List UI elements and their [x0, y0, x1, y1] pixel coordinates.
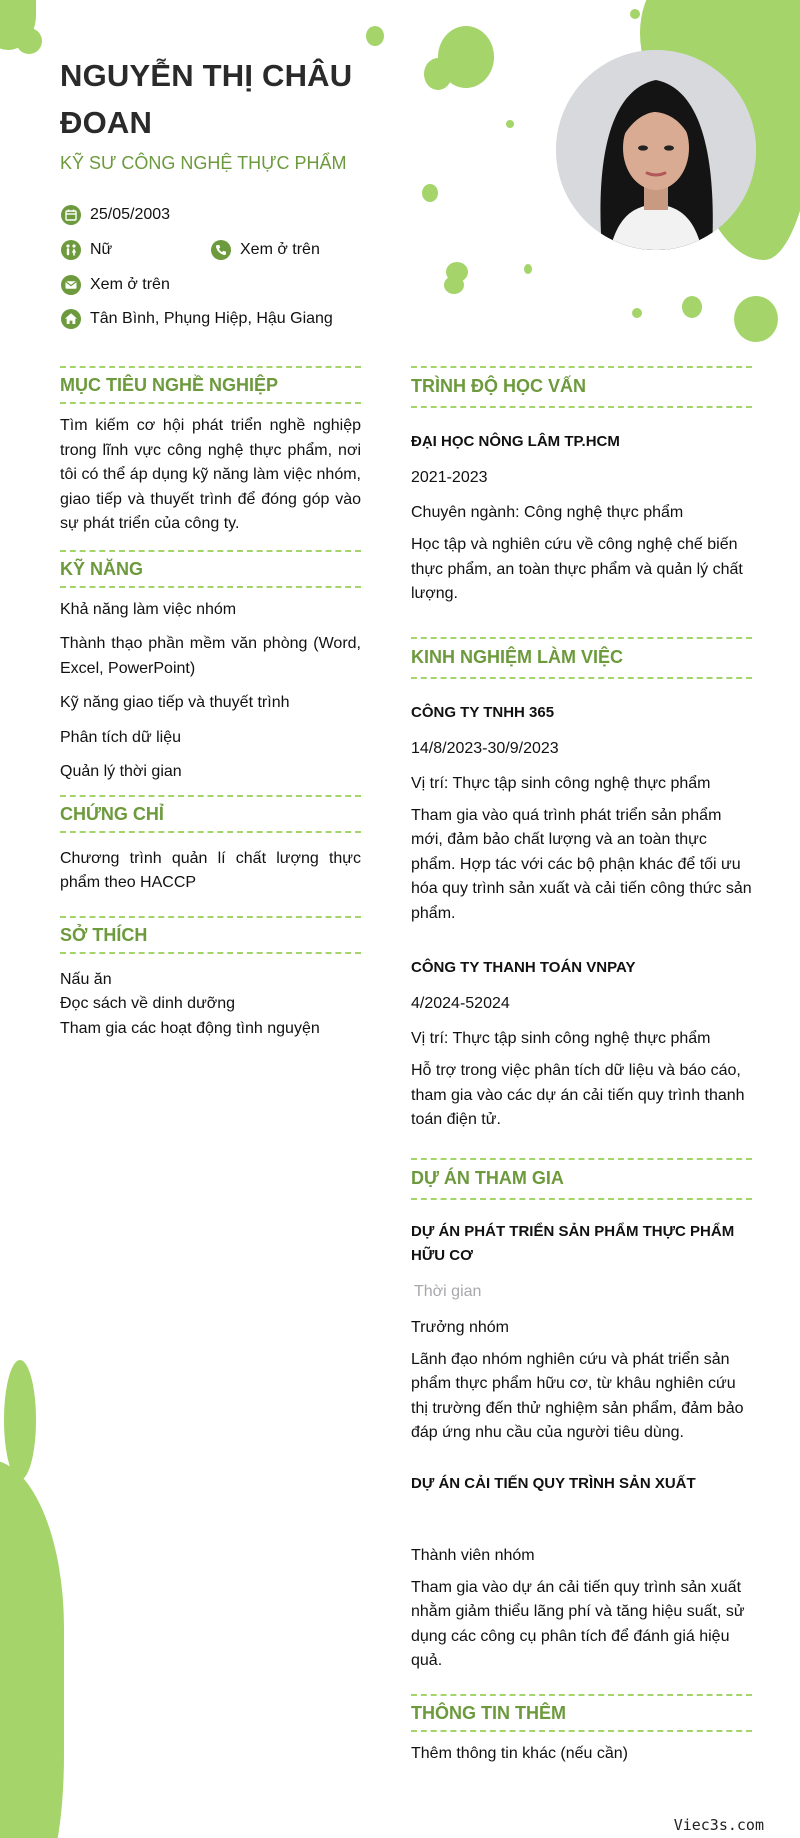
phone-value: Xem ở trên	[240, 241, 320, 258]
left-column	[60, 366, 361, 1041]
decor-dot	[632, 308, 642, 318]
school-name: ĐẠI HỌC NÔNG LÂM TP.HCM	[411, 433, 620, 450]
decor-dot	[524, 264, 532, 274]
hobby-item: Tham gia các hoạt động tình nguyện	[60, 1019, 320, 1037]
site-watermark: Viec3s.com	[673, 1816, 764, 1834]
job-period: 14/8/2023-30/9/2023	[411, 739, 559, 757]
education-description: Học tập và nghiên cứu về công nghệ chế biến thực phẩm, an toàn thực phẩm và quản lý chất lượng.	[411, 536, 743, 602]
job-company: CÔNG TY TNHH 365	[411, 703, 555, 721]
objective-text: Tìm kiếm cơ hội phát triển nghề nghiệp trong lĩnh vực công nghệ thực phẩm, nơi tôi có thể áp dụng kỹ năng làm việc nhóm, giao tiếp và thuyết trình để đóng góp vào sự phát triển của công ty.	[60, 417, 361, 532]
skills-list	[60, 598, 361, 785]
email-value: Xem ở trên	[90, 276, 170, 293]
project-description: Lãnh đạo nhóm nghiên cứu và phát triển sản phẩm thực phẩm hữu cơ, từ khâu nghiên cứu thị trường đến thử nghiệm sản phẩm, đảm bảo đáp ứng nhu cầu của người tiêu dùng.	[411, 1350, 744, 1441]
skill-item: Thành thạo phần mềm văn phòng (Word, Excel, PowerPoint)	[60, 635, 361, 677]
certificates-heading: CHỨNG CHỈ	[60, 795, 361, 833]
phone-row	[210, 239, 320, 261]
decor-dot	[422, 184, 438, 202]
calendar-icon	[60, 204, 82, 226]
job-position: Vị trí: Thực tập sinh công nghệ thực phẩm	[411, 1030, 711, 1047]
education-period: 2021-2023	[411, 469, 488, 486]
home-icon	[60, 308, 82, 330]
decor-blob	[0, 1460, 64, 1838]
hobbies-list	[60, 968, 361, 1042]
skill-item: Khả năng làm việc nhóm	[60, 600, 237, 618]
project-role: Thành viên nhóm	[411, 1546, 535, 1564]
certificate-item: Chương trình quản lí chất lượng thực phẩm theo HACCP	[60, 849, 361, 891]
birthdate-value: 25/05/2003	[90, 206, 171, 223]
birthdate-row	[60, 204, 170, 226]
job-description: Tham gia vào quá trình phát triển sản phẩm mới, đảm bảo chất lượng và an toàn thực phẩm. Hợp tác với các bộ phận khác để tối ưu hóa quy trình sản xuất và cải tiến công thức sản phẩm.	[411, 806, 752, 922]
decor-blob	[4, 1360, 36, 1480]
job-title: KỸ SƯ CÔNG NGHỆ THỰC PHẨM	[60, 153, 347, 173]
project-name: DỰ ÁN CẢI TIẾN QUY TRÌNH SẢN XUẤT	[411, 1474, 696, 1492]
portrait-image	[556, 50, 756, 250]
skill-item: Phân tích dữ liệu	[60, 728, 182, 746]
profile-photo	[556, 50, 756, 250]
job-period: 4/2024-52024	[411, 995, 510, 1012]
decor-dot	[630, 9, 640, 19]
project-role: Trưởng nhóm	[411, 1318, 509, 1336]
project-name: DỰ ÁN PHÁT TRIỂN SẢN PHẨM THỰC PHẨM HỮU CƠ	[411, 1222, 735, 1264]
education-major: Chuyên ngành: Công nghệ thực phẩm	[411, 504, 684, 521]
address-value: Tân Bình, Phụng Hiệp, Hậu Giang	[90, 310, 333, 327]
gender-row	[60, 239, 112, 261]
skill-item: Kỹ năng giao tiếp và thuyết trình	[60, 694, 290, 711]
skills-heading: KỸ NĂNG	[60, 550, 361, 588]
decor-dot	[682, 296, 702, 318]
email-icon	[60, 274, 82, 296]
job-position: Vị trí: Thực tập sinh công nghệ thực phẩm	[411, 774, 711, 792]
education-heading: TRÌNH ĐỘ HỌC VẤN	[411, 366, 752, 408]
decor-dot	[16, 28, 42, 54]
phone-icon	[210, 239, 232, 261]
extra-heading: THÔNG TIN THÊM	[411, 1694, 752, 1732]
hobbies-heading: SỞ THÍCH	[60, 916, 361, 954]
skill-item: Quản lý thời gian	[60, 763, 182, 780]
project-description: Tham gia vào dự án cải tiến quy trình sản xuất nhằm giảm thiểu lãng phí và tăng hiệu suất, sử dụng các công cụ phân tích để đánh giá hiệu quả.	[411, 1578, 745, 1669]
project-time: Thời gian	[414, 1282, 482, 1300]
hobby-item: Nấu ăn	[60, 970, 112, 988]
gender-value: Nữ	[90, 241, 113, 258]
job-description: Hỗ trợ trong việc phân tích dữ liệu và báo cáo, tham gia vào các dự án cải tiến quy trình thanh toán điện tử.	[411, 1062, 745, 1128]
decor-dot	[424, 58, 452, 90]
decor-dot	[506, 120, 514, 128]
email-row	[60, 274, 170, 296]
extra-text: Thêm thông tin khác (nếu cần)	[411, 1744, 629, 1762]
job-company: CÔNG TY THANH TOÁN VNPAY	[411, 959, 636, 976]
decor-dot	[734, 296, 778, 342]
hobby-item: Đọc sách về dinh dưỡng	[60, 995, 236, 1012]
objective-heading: MỤC TIÊU NGHỀ NGHIỆP	[60, 366, 361, 404]
right-column	[411, 366, 752, 1766]
gender-icon	[60, 239, 82, 261]
candidate-name: NGUYỄN THỊ CHÂU ĐOAN	[60, 58, 353, 140]
experience-heading: KINH NGHIỆM LÀM VIỆC	[411, 637, 752, 679]
projects-heading: DỰ ÁN THAM GIA	[411, 1158, 752, 1200]
decor-dot	[444, 276, 464, 294]
decor-dot	[366, 26, 384, 46]
address-row	[60, 308, 333, 330]
